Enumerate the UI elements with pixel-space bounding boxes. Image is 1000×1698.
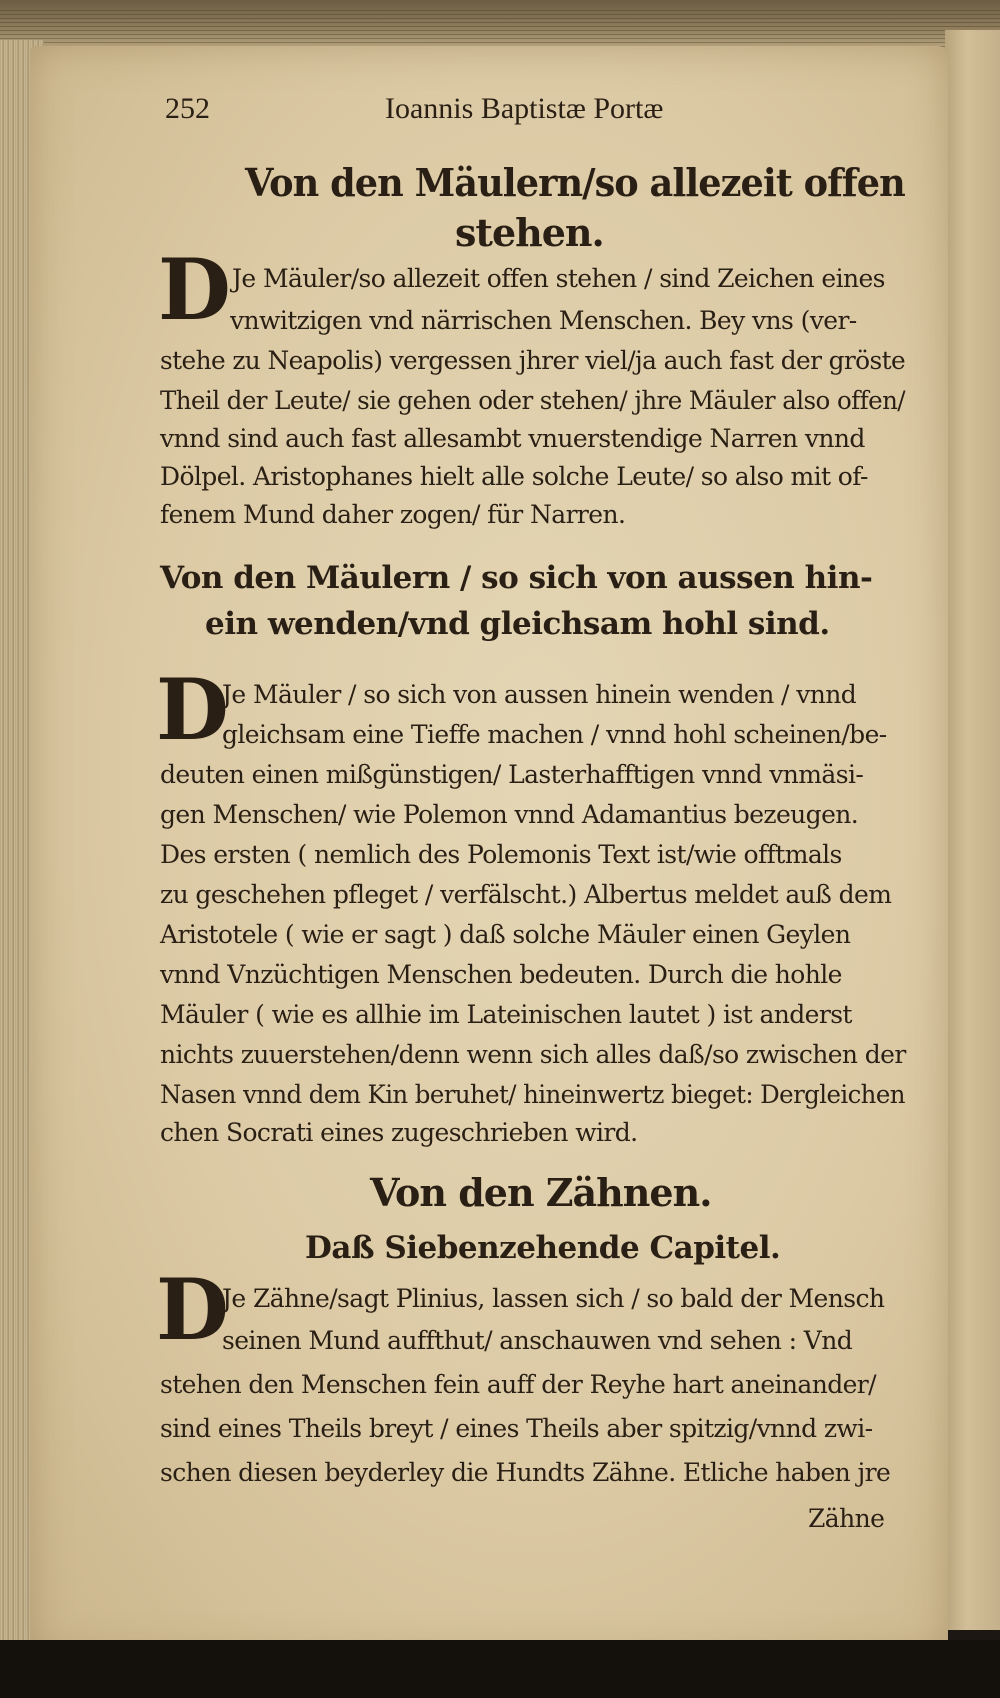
section2-title-line1: Von den Mäulern / so sich von aussen hin- — [160, 560, 873, 596]
section3-line: seinen Mund auffthut/ anschauwen vnd sehen : Vnd — [222, 1326, 853, 1355]
section2-title-line2: ein wenden/vnd gleichsam hohl sind. — [205, 606, 830, 642]
chapter-heading: Daß Siebenzehende Capitel. — [305, 1230, 781, 1266]
section2-line: Des ersten ( nemlich des Polemonis Text ist/wie offtmals — [160, 840, 842, 869]
section2-line: Nasen vnnd dem Kin beruhet/ hineinwertz bieget: Dergleichen — [160, 1080, 905, 1109]
section3-drop-initial: D — [156, 1260, 229, 1359]
section1-line: fenem Mund daher zogen/ für Narren. — [160, 500, 626, 529]
section1-line: Theil der Leute/ sie gehen oder stehen/ jhre Mäuler also offen/ — [160, 386, 906, 415]
page-number: 252 — [165, 92, 210, 125]
section3-line: schen diesen beyderley die Hundts Zähne. Etliche haben jre — [160, 1458, 891, 1487]
section3-line: stehen den Menschen fein auff der Reyhe hart aneinander/ — [160, 1370, 876, 1399]
section2-line: Aristotele ( wie er sagt ) daß solche Mäuler einen Geylen — [160, 920, 851, 949]
section2-drop-initial: D — [156, 660, 229, 759]
section1-line: vnnd sind auch fast allesambt vnuerstendige Narren vnnd — [160, 424, 865, 453]
section1-title-line1: Von den Mäulern/so allezeit offen — [245, 160, 905, 205]
section2-line: Mäuler ( wie es allhie im Lateinischen lautet ) ist anderst — [160, 1000, 852, 1029]
section2-line: gen Menschen/ wie Polemon vnnd Adamantius bezeugen. — [160, 800, 859, 829]
section2-line: Je Mäuler / so sich von aussen hinein wenden / vnnd — [222, 680, 857, 709]
section3-line: sind eines Theils breyt / eines Theils aber spitzig/vnnd zwi- — [160, 1414, 873, 1443]
section1-line: vnwitzigen vnd närrischen Menschen. Bey vns (ver- — [230, 306, 857, 335]
section1-line: stehe zu Neapolis) vergessen jhrer viel/ja auch fast der gröste — [160, 346, 906, 375]
section2-line: nichts zuuerstehen/denn wenn sich alles daß/so zwischen der — [160, 1040, 906, 1069]
section1-line: Dölpel. Aristophanes hielt alle solche Leute/ so also mit of- — [160, 462, 868, 491]
catchword: Zähne — [808, 1504, 885, 1533]
section2-line: gleichsam eine Tieffe machen / vnnd hohl scheinen/be- — [222, 720, 887, 749]
section1-line: Je Mäuler/so allezeit offen stehen / sind Zeichen eines — [232, 264, 885, 293]
section2-line: vnnd Vnzüchtigen Menschen bedeuten. Durch die hohle — [160, 960, 842, 989]
section3-title: Von den Zähnen. — [370, 1170, 712, 1215]
section2-line: zu geschehen pfleget / verfälscht.) Albertus meldet auß dem — [160, 880, 892, 909]
section2-line: deuten einen mißgünstigen/ Lasterhafftigen vnnd vnmäsi- — [160, 760, 864, 789]
section1-drop-initial: D — [158, 240, 231, 339]
running-title: Ioannis Baptistæ Portæ — [385, 92, 664, 125]
section2-line: chen Socrati eines zugeschrieben wird. — [160, 1118, 638, 1147]
section1-title-line2: stehen. — [455, 210, 604, 255]
section3-line: Je Zähne/sagt Plinius, lassen sich / so bald der Mensch — [222, 1284, 885, 1313]
